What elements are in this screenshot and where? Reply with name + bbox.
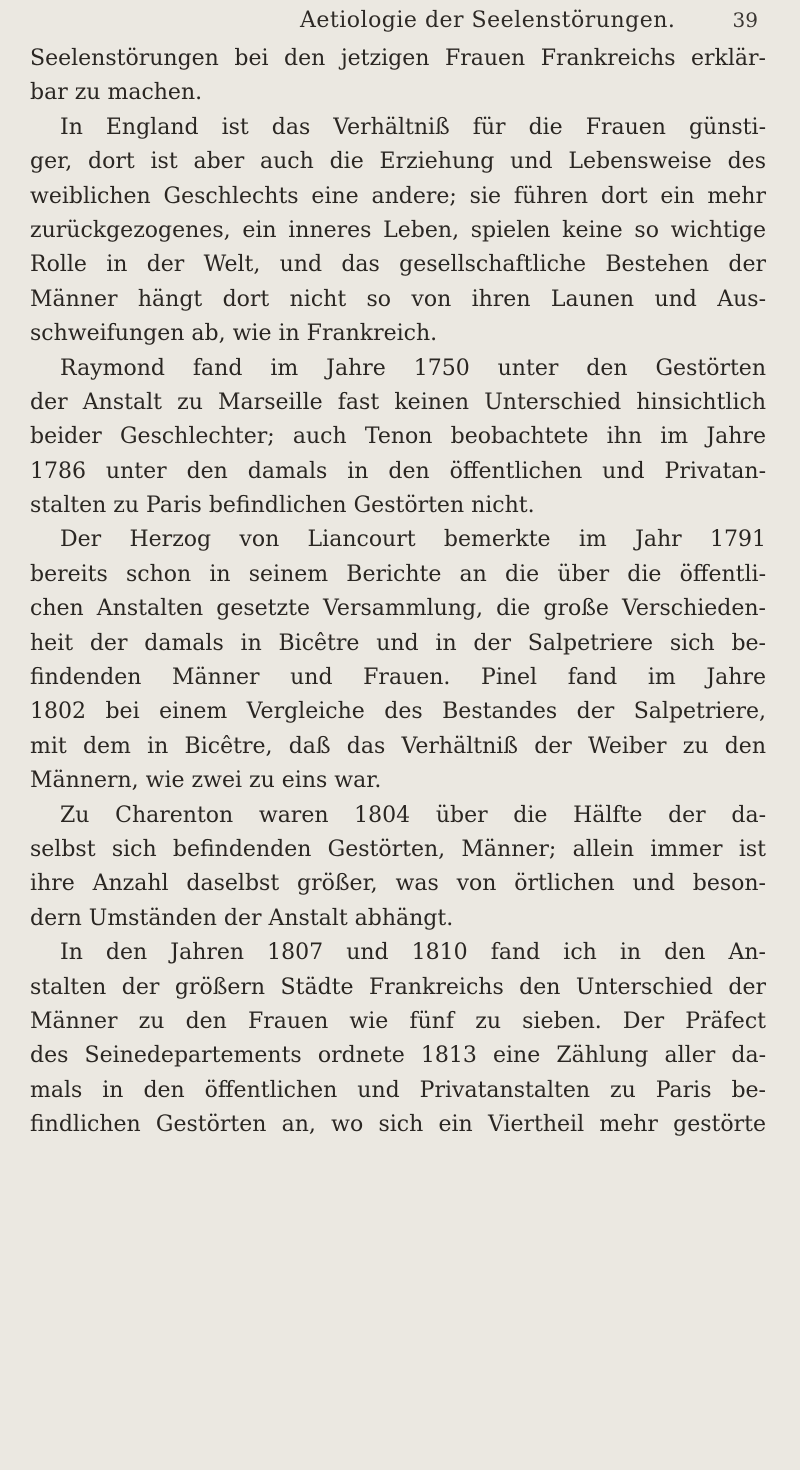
text-line: selbst sich befindenden Gestörten, Männer; allein immer ist bbox=[30, 836, 766, 862]
text-line: stalten zu Paris befindlichen Gestörten nicht. bbox=[30, 493, 535, 519]
text-line: mals in den öffentlichen und Privatanstalten zu Paris be- bbox=[30, 1077, 766, 1103]
text-line: beider Geschlechter; auch Tenon beobachtete ihn im Jahre bbox=[30, 424, 766, 450]
text-line: bereits schon in seinem Berichte an die über die öffentli- bbox=[30, 561, 766, 587]
text-line: stalten der größern Städte Frankreichs den Unterschied der bbox=[30, 974, 766, 1000]
text-line: Rolle in der Welt, und das gesellschaftliche Bestehen der bbox=[30, 252, 766, 278]
text-line: findlichen Gestörten an, wo sich ein Viertheil mehr gestörte bbox=[30, 1112, 766, 1138]
text-line: 1802 bei einem Vergleiche des Bestandes der Salpetriere, bbox=[30, 699, 766, 725]
text-line: ger, dort ist aber auch die Erziehung und Lebensweise des bbox=[30, 149, 766, 175]
text-line: heit der damals in Bicêtre und in der Salpetriere sich be- bbox=[30, 630, 766, 656]
text-line: Männern, wie zwei zu eins war. bbox=[30, 768, 382, 794]
text-line: zurückgezogenes, ein inneres Leben, spielen keine so wichtige bbox=[30, 217, 766, 243]
text-line: 1786 unter den damals in den öffentlichen und Privatan- bbox=[30, 458, 766, 484]
text-line: Seelenstörungen bei den jetzigen Frauen Frankreichs erklär- bbox=[30, 46, 766, 71]
text-line: In den Jahren 1807 und 1810 fand ich in den An- bbox=[60, 940, 766, 966]
text-line: In England ist das Verhältniß für die Frauen günsti- bbox=[60, 114, 766, 140]
text-line: Zu Charenton waren 1804 über die Hälfte der da- bbox=[60, 802, 766, 828]
text-line: chen Anstalten gesetzte Versammlung, die große Verschieden- bbox=[30, 596, 766, 622]
text-line: schweifungen ab, wie in Frankreich. bbox=[30, 321, 438, 347]
text-line: mit dem in Bicêtre, daß das Verhältniß der Weiber zu den bbox=[30, 733, 766, 759]
text-line: Männer zu den Frauen wie fünf zu sieben. Der Präfect bbox=[30, 1008, 766, 1034]
text-line: dern Umständen der Anstalt abhängt. bbox=[30, 905, 454, 931]
page-number: 39 bbox=[732, 8, 758, 32]
text-line: Raymond fand im Jahre 1750 unter den Gestörten bbox=[60, 355, 766, 381]
text-line: der Anstalt zu Marseille fast keinen Unterschied hinsichtlich bbox=[30, 389, 766, 415]
running-head bbox=[0, 4, 800, 34]
text-line: des Seinedepartements ordnete 1813 eine Zählung aller da- bbox=[30, 1043, 766, 1069]
text-line: weiblichen Geschlechts eine andere; sie führen dort ein mehr bbox=[30, 183, 766, 209]
running-title: Aetiologie der Seelenstörungen. bbox=[300, 8, 676, 33]
text-line: ihre Anzahl daselbst größer, was von örtlichen und beson- bbox=[30, 871, 766, 897]
text-line: Der Herzog von Liancourt bemerkte im Jahr 1791 bbox=[60, 527, 766, 553]
body-text bbox=[30, 42, 766, 1143]
text-line: findenden Männer und Frauen. Pinel fand im Jahre bbox=[30, 665, 766, 691]
text-line: Männer hängt dort nicht so von ihren Launen und Aus- bbox=[30, 286, 766, 312]
text-line: bar zu machen. bbox=[30, 80, 203, 106]
